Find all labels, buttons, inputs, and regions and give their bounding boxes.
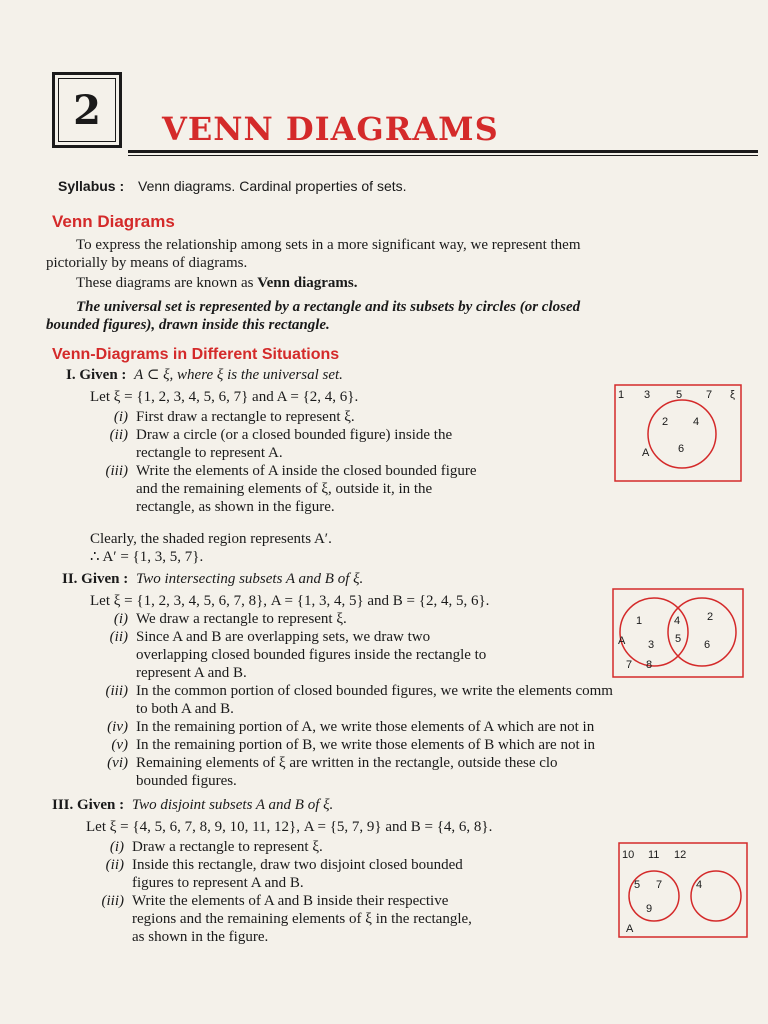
step-number: (i) [109, 839, 124, 855]
step-text: First draw a rectangle to represent ξ. [136, 409, 355, 425]
fig3-inA-5: 5 [634, 879, 641, 891]
syllabus [58, 178, 407, 194]
fig1-inside-2: 2 [662, 416, 669, 428]
step-text: Inside this rectangle, draw two disjoint closed bounded [132, 857, 463, 873]
case3-label: III. Given : [52, 797, 125, 813]
case1-let: Let ξ = {1, 2, 3, 4, 5, 6, 7} and A = {2, 4, 6}. [90, 389, 359, 405]
fig2-outside-8: 8 [646, 659, 653, 671]
case3-given [52, 796, 333, 814]
section-heading-venn-diagrams: Venn Diagrams [52, 212, 175, 231]
case1-given [66, 366, 343, 384]
step-line [86, 856, 463, 874]
venn-definition-term: Venn diagrams. [257, 275, 358, 291]
fig3-outside-10: 10 [622, 849, 635, 861]
fig3-outside-11: 11 [648, 849, 660, 861]
universal-set-note-line2: bounded figures), drawn inside this rectangle. [46, 317, 330, 333]
step-text: Draw a circle (or a closed bounded figure) inside the [136, 427, 453, 443]
venn-figure-1 [614, 384, 744, 484]
syllabus-text: Venn diagrams. Cardinal properties of sets. [138, 178, 407, 194]
fig1-inside-4: 4 [693, 416, 700, 428]
step-text: as shown in the figure. [132, 929, 269, 945]
fig2-onlyA-1: 1 [636, 615, 643, 627]
step-text: Since A and B are overlapping sets, we draw two [136, 629, 431, 645]
step-line [90, 480, 432, 498]
venn-definition-text: These diagrams are known as [76, 275, 258, 291]
step-text: rectangle, as shown in the figure. [136, 499, 335, 515]
step-number: (ii) [109, 427, 128, 443]
step-text: Draw a rectangle to represent ξ. [132, 839, 323, 855]
fig3-label-a: A [626, 923, 634, 935]
step-line [86, 910, 472, 928]
step-line [90, 444, 283, 462]
fig2-both-4: 4 [674, 615, 681, 627]
step-number: (i) [113, 611, 128, 627]
venn-figure-2 [612, 588, 746, 680]
step-number: (iii) [105, 463, 128, 479]
step-line [90, 682, 613, 700]
step-number: (v) [111, 737, 128, 753]
step-text: In the remaining portion of B, we write those elements of B which are not in [136, 737, 596, 753]
step-text: overlapping closed bounded figures inside the rectangle to [136, 647, 487, 663]
intro-paragraph-line1: To express the relationship among sets in a more significant way, we represent them [76, 237, 581, 253]
step-line [86, 838, 323, 856]
section-heading-situations: Venn-Diagrams in Different Situations [52, 346, 340, 363]
step-text: to both A and B. [136, 701, 234, 717]
step-text: Write the elements of A inside the closed bounded figure [136, 463, 477, 479]
case1-clearly: Clearly, the shaded region represents A′. [90, 531, 332, 547]
fig1-outside-7: 7 [706, 389, 713, 401]
step-line [90, 646, 486, 664]
step-line [90, 426, 452, 444]
case1-label: I. Given : [66, 367, 127, 383]
step-text: and the remaining elements of ξ, outside it, in the [136, 481, 433, 497]
fig2-onlyB-6: 6 [704, 639, 711, 651]
step-line [86, 892, 448, 910]
chapter-number-box [52, 72, 122, 148]
venn-figure-3 [618, 842, 750, 940]
fig2-circle-b [668, 598, 736, 666]
step-text: represent A and B. [136, 665, 247, 681]
case3-given-text: Two disjoint subsets A and B of ξ. [131, 797, 334, 813]
step-text: rectangle to represent A. [136, 445, 283, 461]
step-line [90, 754, 558, 772]
case2-given-text: Two intersecting subsets A and B of ξ. [136, 571, 364, 587]
step-text: figures to represent A and B. [132, 875, 304, 891]
step-number: (vi) [107, 755, 128, 771]
case3-let: Let ξ = {4, 5, 6, 7, 8, 9, 10, 11, 12}, A = {5, 7, 9} and B = {4, 6, 8}. [86, 819, 493, 835]
step-text: regions and the remaining elements of ξ in the rectangle, [132, 911, 472, 927]
step-number: (iii) [105, 683, 128, 699]
fig3-inA-7: 7 [656, 879, 663, 891]
step-line [90, 772, 237, 790]
fig2-outside-7: 7 [626, 659, 633, 671]
step-number: (iii) [101, 893, 124, 909]
step-text: Remaining elements of ξ are written in the rectangle, outside these clo [136, 755, 558, 771]
fig1-outside-1: 1 [618, 389, 625, 401]
step-line [90, 628, 430, 646]
venn-definition [76, 274, 358, 292]
fig3-outside-12: 12 [674, 849, 687, 861]
step-text: Write the elements of A and B inside their respective [132, 893, 449, 909]
fig1-outside-5: 5 [676, 389, 683, 401]
step-line [90, 718, 594, 736]
step-text: In the common portion of closed bounded figures, we write the elements comm [136, 683, 613, 699]
chapter-number: 2 [58, 78, 116, 142]
fig3-inB-4: 4 [696, 879, 703, 891]
case2-label: II. Given : [62, 571, 129, 587]
header-rule [128, 150, 758, 153]
fig1-circle-a [648, 400, 716, 468]
step-line [90, 610, 347, 628]
fig2-both-5: 5 [675, 633, 682, 645]
case1-result: ∴ A′ = {1, 3, 5, 7}. [90, 549, 204, 565]
fig2-onlyA-3: 3 [648, 639, 655, 651]
step-text: We draw a rectangle to represent ξ. [136, 611, 347, 627]
step-number: (ii) [105, 857, 124, 873]
step-text: bounded figures. [136, 773, 237, 789]
syllabus-label: Syllabus : [58, 178, 125, 194]
step-line [90, 462, 477, 480]
case1-given-text: A ⊂ ξ, where ξ is the universal set. [134, 367, 343, 383]
case2-let: Let ξ = {1, 2, 3, 4, 5, 6, 7, 8}, A = {1, 3, 4, 5} and B = {2, 4, 5, 6}. [90, 593, 490, 609]
fig1-inside-6: 6 [678, 443, 685, 455]
fig2-label-a: A [618, 635, 626, 647]
step-number: (iv) [107, 719, 128, 735]
fig1-label-a: A [642, 447, 650, 459]
step-text: In the remaining portion of A, we write those elements of A which are not in [136, 719, 595, 735]
step-line [86, 874, 304, 892]
step-line [90, 700, 234, 718]
step-line [86, 928, 268, 946]
intro-paragraph-line2: pictorially by means of diagrams. [46, 255, 248, 271]
step-number: (ii) [109, 629, 128, 645]
chapter-title: VENN DIAGRAMS [162, 110, 499, 148]
header-rule-thin [128, 155, 758, 156]
step-line [90, 498, 335, 516]
step-line [90, 664, 247, 682]
universal-set-note-line1: The universal set is represented by a rectangle and its subsets by circles (or closed [76, 299, 581, 315]
step-line [90, 408, 355, 426]
case2-given [62, 570, 363, 588]
step-number: (i) [113, 409, 128, 425]
step-line [90, 736, 595, 754]
fig1-outside-3: 3 [644, 389, 651, 401]
fig3-inA-9: 9 [646, 903, 653, 915]
fig2-onlyB-2: 2 [707, 611, 714, 623]
fig1-xi: ξ [730, 389, 735, 401]
